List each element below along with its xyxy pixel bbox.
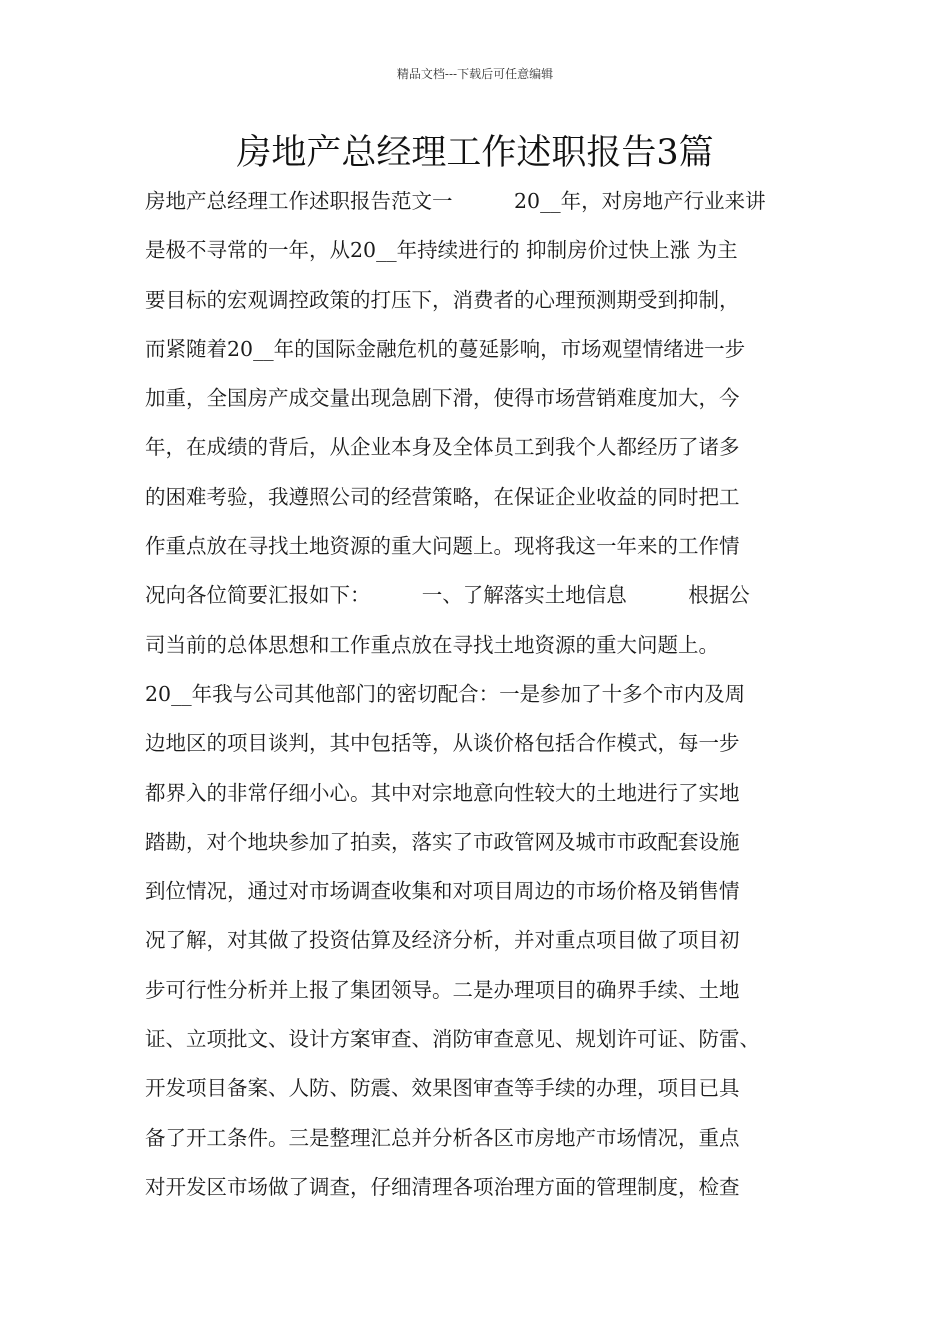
body-line: 要目标的宏观调控政策的打压下，消费者的心理预测期受到抑制，: [145, 287, 740, 312]
body-line: 司当前的总体思想和工作重点放在寻找土地资源的重大问题上。: [145, 632, 719, 657]
body-line: 而紧随着20__年的国际金融危机的蔓延影响，市场观望情绪进一步: [145, 336, 746, 361]
body-line: 备了开工条件。三是整理汇总并分析各区市房地产市场情况，重点: [145, 1125, 740, 1150]
document-body: [145, 184, 817, 1219]
body-line: 踏勘，对个地块参加了拍卖，落实了市政管网及城市市政配套设施: [145, 829, 740, 854]
body-line: 边地区的项目谈判，其中包括等，从谈价格包括合作模式，每一步: [145, 731, 740, 756]
body-line: 况了解，对其做了投资估算及经济分析，并对重点项目做了项目初: [145, 928, 740, 953]
body-line: 作重点放在寻找土地资源的重大问题上。现将我这一年来的工作情: [145, 534, 740, 559]
body-line: 是极不寻常的一年，从20__年持续进行的 抑制房价过快上涨 为主: [145, 238, 738, 263]
document-title: 房地产总经理工作述职报告3篇: [236, 133, 714, 173]
header-note: 精品文档---下载后可任意编辑: [396, 67, 554, 81]
body-line: 20__年我与公司其他部门的密切配合：一是参加了十多个市内及周: [145, 681, 746, 706]
body-line: 况向各位简要汇报如下： 一、了解落实土地信息 根据公: [145, 583, 750, 608]
body-line: 的困难考验，我遵照公司的经营策略，在保证企业收益的同时把工: [145, 484, 740, 509]
body-line: 对开发区市场做了调查，仔细清理各项治理方面的管理制度，检查: [145, 1174, 740, 1199]
body-line: 房地产总经理工作述职报告范文一 20__年，对房地产行业来讲: [145, 189, 766, 213]
body-line: 年，在成绩的背后，从企业本身及全体员工到我个人都经历了诸多: [145, 435, 740, 460]
body-line: 证、立项批文、设计方案审查、消防审查意见、规划许可证、防雷、: [145, 1027, 760, 1052]
body-line: 加重，全国房产成交量出现急剧下滑，使得市场营销难度加大，今: [145, 386, 740, 411]
body-line: 到位情况，通过对市场调查收集和对项目周边的市场价格及销售情: [145, 879, 740, 904]
body-line: 都界入的非常仔细小心。其中对宗地意向性较大的土地进行了实地: [145, 780, 740, 805]
body-line: 步可行性分析并上报了集团领导。二是办理项目的确界手续、土地: [145, 977, 740, 1002]
body-line: 开发项目备案、人防、防震、效果图审查等手续的办理，项目已具: [145, 1076, 740, 1101]
